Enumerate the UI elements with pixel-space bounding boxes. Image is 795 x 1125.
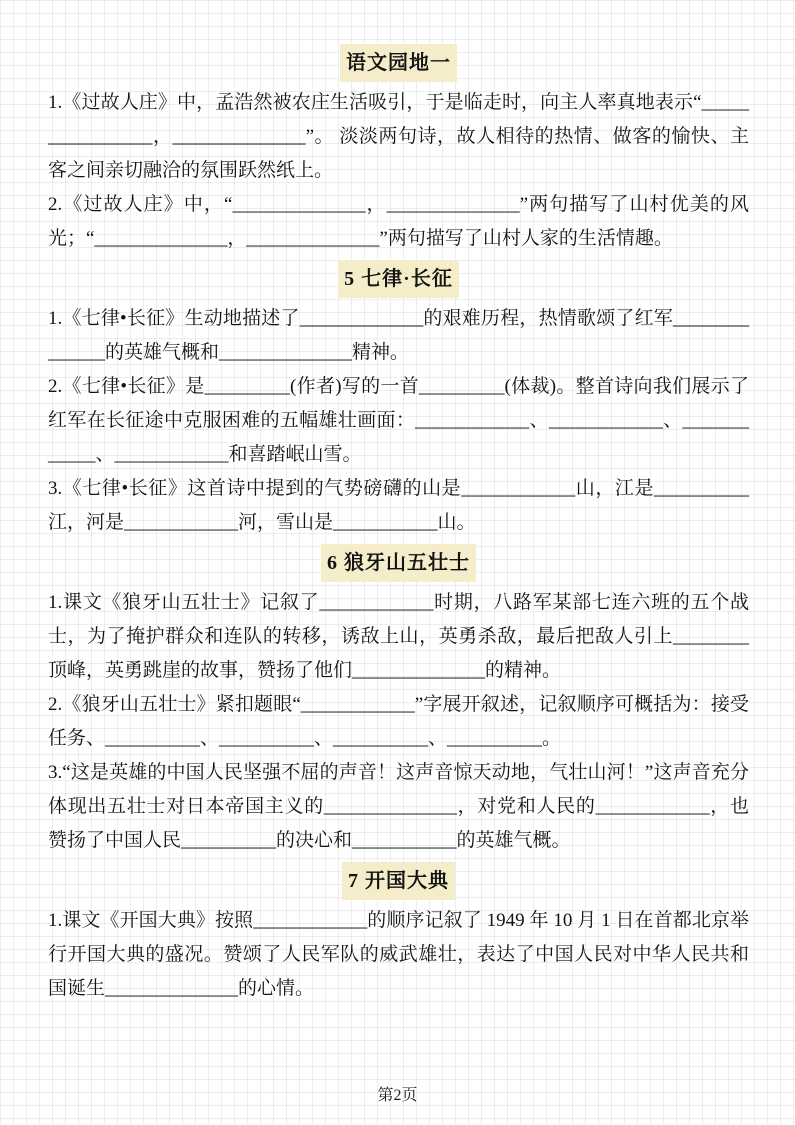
section-heading-text: 6 狼牙山五壮士 bbox=[321, 544, 476, 582]
section-heading-text: 语文园地一 bbox=[340, 44, 457, 82]
paragraph: 2.《狼牙山五壮士》紧扣题眼“____________”字展开叙述，记叙顺序可概括为：接受任务、__________、__________、__________、__________。 bbox=[48, 694, 749, 749]
section-langyashan-wuzhuangshi bbox=[48, 544, 749, 858]
paragraph: 1.《过故人庄》中，孟浩然被农庄生活吸引，于是临走时，向主人率真地表示“________________，______________”。 淡淡两句诗，故人相待的热情、做客的愉快、主客之间亲切融洽的氛围跃然纸上。 bbox=[48, 92, 749, 181]
section-heading bbox=[48, 544, 749, 582]
paragraph: 2.《过故人庄》中，“______________，______________”两句描写了山村优美的风光；“______________，______________”两句描写了山村人家的生活情趣。 bbox=[48, 194, 749, 249]
section-heading bbox=[48, 44, 749, 82]
section-yuwen-yuandi-1 bbox=[48, 44, 749, 256]
paragraph: 1.课文《狼牙山五壮士》记叙了____________时期，八路军某部七连六班的五个战士，为了掩护群众和连队的转移，诱敌上山，英勇杀敌，最后把敌人引上________顶峰，英勇跳崖的故事，赞扬了他们______________的精神。 bbox=[48, 592, 749, 681]
section-heading-text: 7 开国大典 bbox=[342, 862, 455, 900]
section-kaiguo-dadian bbox=[48, 862, 749, 1006]
section-qilv-changzheng bbox=[48, 260, 749, 540]
paragraph: 2.《七律•长征》是_________(作者)写的一首_________(体裁)。整首诗向我们展示了红军在长征途中克服困难的五幅雄壮画面：____________、____________、____________、____________和喜踏岷山雪。 bbox=[48, 376, 749, 465]
paragraph: 1.课文《开国大典》按照____________的顺序记叙了 1949 年 10 月 1 日在首都北京举行开国大典的盛况。赞颂了人民军队的威武雄壮，表达了中国人民对中华人民共和国诞生______________的心情。 bbox=[48, 910, 749, 999]
section-heading-text: 5 七律·长征 bbox=[338, 260, 459, 298]
paragraph: 3.“这是英雄的中国人民坚强不屈的声音！这声音惊天动地，气壮山河！”这声音充分体现出五壮士对日本帝国主义的______________，对党和人民的____________，也赞扬了中国人民__________的决心和___________的英雄气概。 bbox=[48, 762, 749, 851]
paragraph: 3.《七律•长征》这首诗中提到的气势磅礴的山是____________山，江是__________江，河是____________河，雪山是___________山。 bbox=[48, 478, 749, 533]
paragraph: 1.《七律•长征》生动地描述了_____________的艰难历程，热情歌颂了红军______________的英雄气概和______________精神。 bbox=[48, 308, 749, 363]
section-heading bbox=[48, 862, 749, 900]
page-number: 第2页 bbox=[377, 1087, 418, 1104]
section-heading bbox=[48, 260, 749, 298]
